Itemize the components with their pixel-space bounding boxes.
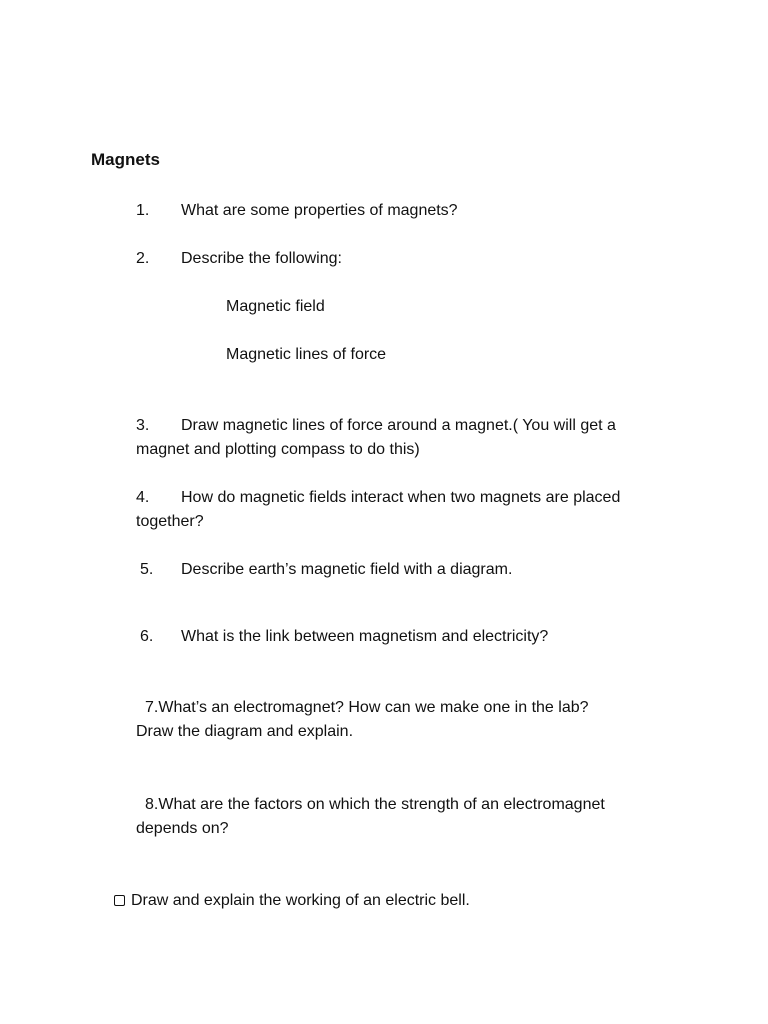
question-number: 2. [136,250,150,267]
question-number: 3. [136,417,150,434]
question-number: 4. [136,489,150,506]
question-4 [136,486,696,534]
question-text-line2: depends on? [136,820,229,837]
question-7 [136,696,696,744]
question-number: 5. [140,561,154,578]
question-3 [136,414,696,462]
page-title: Magnets [91,150,160,169]
checklist-item-text: Draw and explain the working of an electric bell. [131,892,470,909]
sub-item-magnetic-lines: Magnetic lines of force [226,346,387,363]
question-6 [140,625,700,649]
sub-item-magnetic-field: Magnetic field [226,298,325,315]
question-text: What are some properties of magnets? [181,202,458,219]
question-text-line2: magnet and plotting compass to do this) [136,441,420,458]
question-text-line1: Draw magnetic lines of force around a magnet.( You will get a [181,417,616,434]
question-number: 1. [136,202,150,219]
question-text: What is the link between magnetism and electricity? [181,628,549,645]
question-text-line2: Draw the diagram and explain. [136,723,354,740]
question-text-line1: 8.What are the factors on which the strength of an electromagnet [145,796,605,813]
question-number: 6. [140,628,154,645]
checkbox-icon[interactable] [114,895,125,906]
question-text: Describe earth’s magnetic field with a diagram. [181,561,513,578]
checklist-item [114,889,470,913]
question-2 [136,247,696,271]
question-text-line2: together? [136,513,204,530]
question-text-line1: 7.What’s an electromagnet? How can we make one in the lab? [145,699,589,716]
question-5 [140,558,700,582]
question-1 [136,199,696,223]
question-text-line1: How do magnetic fields interact when two magnets are placed [181,489,621,506]
question-text: Describe the following: [181,250,342,267]
question-8 [136,793,696,841]
